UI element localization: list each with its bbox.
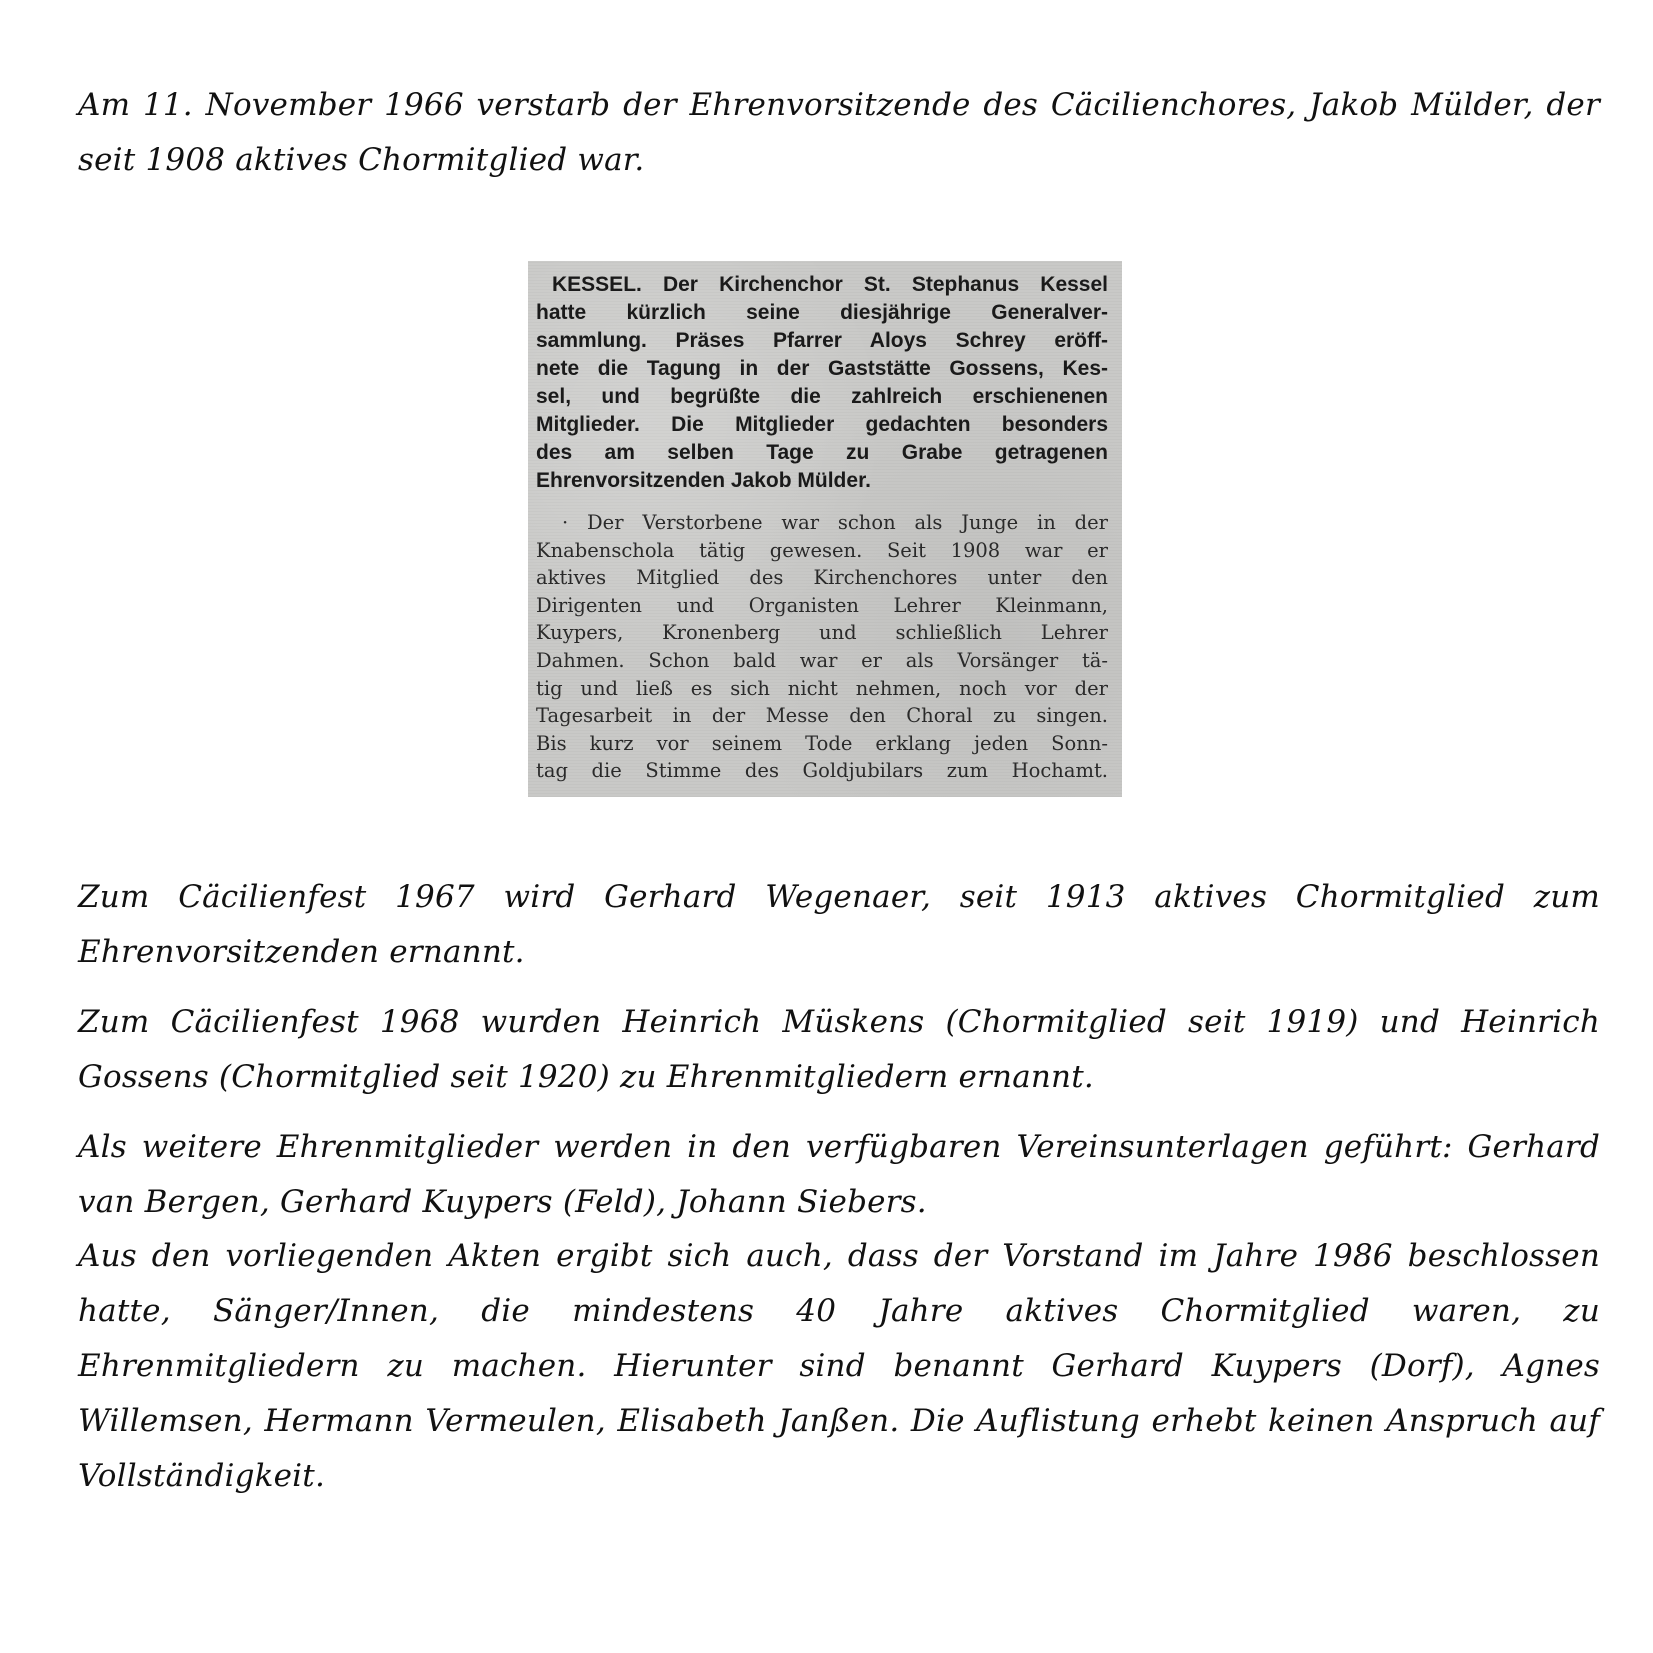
clipping-line: hatte kürzlich seine diesjährige Generalver- (536, 301, 1108, 324)
clipping-line: Ehrenvorsitzenden Jakob Mülder. (536, 469, 871, 492)
clipping-gap (536, 495, 1108, 509)
clipping-line: KESSEL. Der Kirchenchor St. Stephanus Kessel (552, 273, 1108, 296)
paragraph-1967: Zum Cäcilienfest 1967 wird Gerhard Wegenaer, seit 1913 aktives Chormitglied zum Ehrenvorsitzenden ernannt. (78, 879, 1600, 970)
clipping-line: Knabenschola tätig gewesen. Seit 1908 war er (536, 538, 1108, 562)
paragraph-1968: Zum Cäcilienfest 1968 wurden Heinrich Müskens (Chormitglied seit 1919) und Heinrich Gossens (Chormitglied seit 1920) zu Ehrenmitgliedern ernannt. (78, 1004, 1600, 1095)
clipping-line: tag die Stimme des Goldjubilars zum Hochamt. (536, 759, 1108, 783)
clipping-line: des am selben Tage zu Grabe getragenen (536, 441, 1108, 464)
clipping-line: Dirigenten und Organisten Lehrer Kleinmann, (536, 593, 1108, 617)
clipping-line: Mitglieder. Die Mitglieder gedachten besonders (536, 413, 1108, 436)
clipping-line: tig und ließ es sich nicht nehmen, noch vor der (536, 676, 1108, 700)
clipping-line: Tagesarbeit in der Messe den Choral zu singen. (536, 704, 1108, 728)
clipping-line: sammlung. Präses Pfarrer Aloys Schrey eröff- (536, 329, 1108, 352)
clipping-line: Dahmen. Schon bald war er als Vorsänger tä- (536, 648, 1108, 672)
newspaper-clipping (528, 261, 1122, 797)
clipping-line: Bis kurz vor seinem Tode erklang jeden Sonn- (536, 731, 1108, 755)
clipping-line: Kuypers, Kronenberg und schließlich Lehrer (536, 621, 1108, 645)
paragraph-further-members: Als weitere Ehrenmitglieder werden in den verfügbaren Vereinsunterlagen geführt: Gerhard van Bergen, Gerhard Kuypers (Feld), Johann Siebers. (78, 1129, 1600, 1220)
paragraph-files: Aus den vorliegenden Akten ergibt sich auch, dass der Vorstand im Jahre 1986 beschlossen hatte, Sänger/Innen, die mindestens 40 Jahre aktives Chormitglied waren, zu Ehrenmitgliedern zu machen. Hierunter sind benannt Gerhard Kuypers (Dorf), Agnes Willemsen, Hermann Vermeulen, Elisabeth Janßen. Die Auflistung erhebt keinen Anspruch auf Vollständigkeit. (78, 1238, 1600, 1494)
clipping-line: sel, und begrüßte die zahlreich erschienenen (536, 385, 1108, 408)
clipping-line: aktives Mitglied des Kirchenchores unter den (536, 566, 1108, 590)
clipping-line: nete die Tagung in der Gaststätte Gossens, Kes- (536, 357, 1108, 380)
clipping-line: · Der Verstorbene war schon als Junge in der (562, 511, 1108, 534)
intro-paragraph: Am 11. November 1966 verstarb der Ehrenvorsitzende des Cäcilienchores, Jakob Mülder, der seit 1908 aktives Chormitglied war. (78, 87, 1600, 178)
